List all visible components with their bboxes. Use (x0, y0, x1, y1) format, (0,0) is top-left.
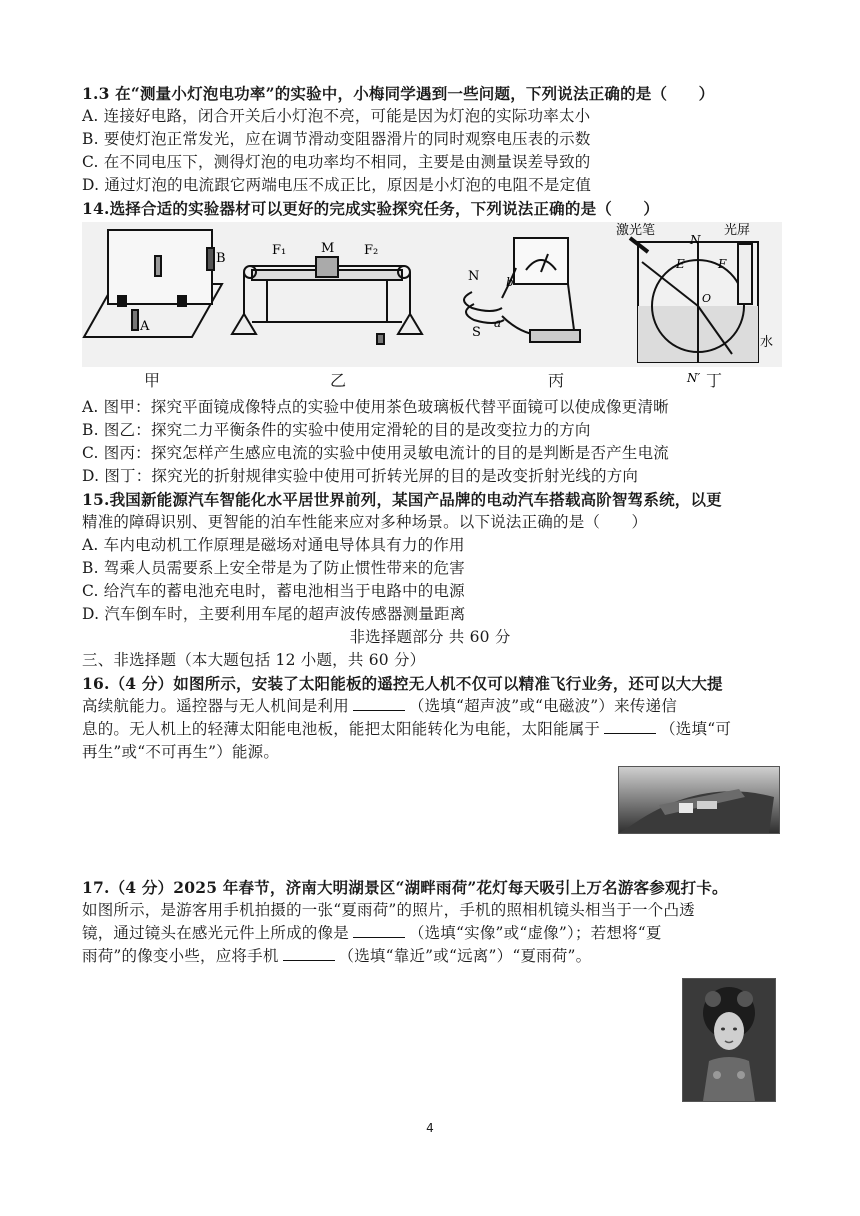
q14-option-d: D. 图丁：探究光的折射规律实验中使用可折转光屏的目的是改变折射光线的方向 (82, 467, 639, 485)
q13-option-b: B. 要使灯泡正常发光，应在调节滑动变阻器滑片的同时观察电压表的示数 (82, 130, 591, 148)
jia-label-a: A (140, 319, 150, 334)
ding-label-n: N (690, 233, 701, 247)
section-title: 非选择题部分 共 60 分 (349, 628, 511, 646)
q17-blank-1[interactable] (353, 923, 405, 938)
q15-option-b: B. 驾乘人员需要系上安全带是为了防止惯性带来的危害 (82, 559, 465, 577)
ding-label-e: E (676, 257, 685, 271)
lantern-photo (682, 978, 776, 1102)
yi-label-f2: F₂ (364, 243, 379, 258)
q15-option-a: A. 车内电动机工作原理是磁场对通电导体具有力的作用 (82, 536, 465, 554)
q16-line4: 再生”或“不可再生”）能源。 (82, 743, 280, 761)
q17-line1: 17.（4 分）2025 年春节，济南大明湖景区“湖畔雨荷”花灯每天吸引上万名游客参观打卡。 (82, 878, 728, 897)
ding-label-n2: N′ (687, 371, 701, 385)
q14-figures (82, 222, 782, 392)
q15-option-d: D. 汽车倒车时，主要利用车尾的超声波传感器测量距离 (82, 605, 466, 623)
ding-label-f: F (718, 257, 727, 271)
q16-blank-1[interactable] (353, 696, 405, 711)
q13-option-a: A. 连接好电路，闭合开关后小灯泡不亮，可能是因为灯泡的实际功率太小 (82, 107, 591, 125)
bing-label-a: a (494, 316, 502, 330)
q17-line4: 雨荷”的像变小些，应将手机 （选填“靠近”或“远离”）“夏雨荷”。 (82, 947, 592, 965)
q17-line3: 镜，通过镜头在感光元件上所成的像是 （选填“实像”或“虚像”）；若想将“夏 (82, 924, 662, 942)
figure-label-ding: 丁 (705, 371, 722, 390)
bing-label-n: N (468, 269, 480, 284)
drone-photo (618, 766, 780, 834)
bing-label-b: b (506, 275, 514, 289)
q13-option-c: C. 在不同电压下，测得灯泡的电功率均不相同，主要是由测量误差导致的 (82, 153, 591, 171)
q16-blank-2[interactable] (604, 719, 656, 734)
q14-option-a: A. 图甲：探究平面镜成像特点的实验中使用茶色玻璃板代替平面镜可以使成像更清晰 (82, 398, 669, 416)
ding-label-o: O (702, 292, 712, 305)
yi-label-f1: F₁ (272, 243, 287, 258)
q13-stem: 1.3 在“测量小灯泡电功率”的实验中，小梅同学遇到一些问题，下列说法正确的是（ ） (82, 84, 715, 103)
figure-label-jia: 甲 (143, 371, 160, 390)
yi-label-m: M (321, 241, 335, 256)
q13-option-d: D. 通过灯泡的电流跟它两端电压不成正比，原因是小灯泡的电阻不是定值 (82, 176, 592, 194)
bing-label-s: S (472, 325, 481, 340)
jia-label-b: B (216, 251, 226, 266)
q15-stem-line2: 精准的障碍识别、更智能的泊车性能来应对多种场景。以下说法正确的是（ ） (82, 513, 648, 531)
q15-option-c: C. 给汽车的蓄电池充电时，蓄电池相当于电路中的电源 (82, 582, 465, 600)
q16-line3: 息的。无人机上的轻薄太阳能电池板，能把太阳能转化为电能，太阳能属于 （选填“可 (82, 720, 732, 738)
ding-label-screen: 光屏 (724, 223, 751, 238)
q15-stem-line1: 15.我国新能源汽车智能化水平居世界前列，某国产品牌的电动汽车搭载高阶智驾系统，以更 (82, 490, 722, 509)
q14-option-b: B. 图乙：探究二力平衡条件的实验中使用定滑轮的目的是改变拉力的方向 (82, 421, 591, 439)
lantern-image (683, 979, 775, 1101)
q14-option-c: C. 图丙：探究怎样产生感应电流的实验中使用灵敏电流计的目的是判断是否产生电流 (82, 444, 669, 462)
figure-label-bing: 丙 (547, 371, 564, 390)
q16-line1: 16.（4 分）如图所示，安装了太阳能板的遥控无人机不仅可以精准飞行业务，还可以大大提 (82, 674, 723, 693)
figure-label-yi: 乙 (329, 371, 346, 390)
ding-label-water: 水 (760, 335, 774, 350)
drone-image (619, 767, 779, 833)
page-number: 4 (426, 1121, 434, 1135)
q17-line2: 如图所示，是游客用手机拍摄的一张“夏雨荷”的照片，手机的照相机镜头相当于一个凸透 (82, 901, 695, 919)
section-heading: 三、非选择题（本大题包括 12 小题，共 60 分） (82, 651, 426, 669)
q17-blank-2[interactable] (283, 946, 335, 961)
q14-stem: 14.选择合适的实验器材可以更好的完成实验探究任务，下列说法正确的是（ ） (82, 199, 660, 218)
q16-line2: 高续航能力。遥控器与无人机间是利用 （选填“超声波”或“电磁波”）来传递信 (82, 697, 677, 715)
ding-label-laser: 激光笔 (616, 223, 656, 238)
